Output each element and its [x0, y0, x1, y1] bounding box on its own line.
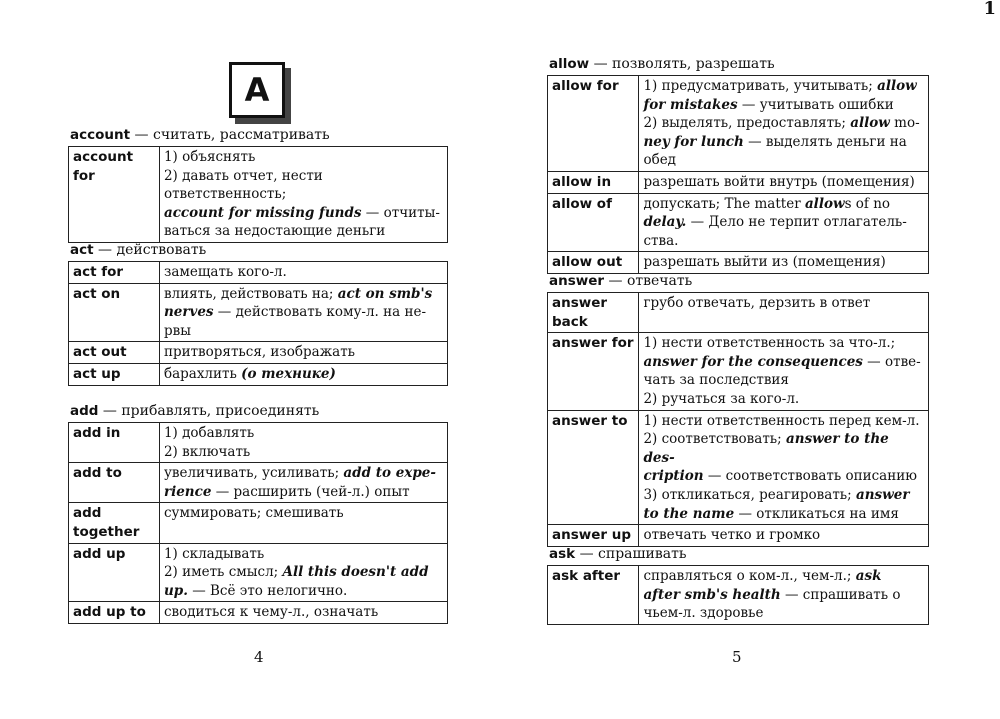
- definition-line: ваться за недостающие деньги: [163, 223, 386, 240]
- headword: account: [70, 127, 131, 143]
- entry-heading: [70, 242, 448, 259]
- headword-gloss: — отвечать: [604, 273, 693, 289]
- definition-line: 1) добавлять: [163, 425, 255, 441]
- table-row: [69, 342, 448, 364]
- table-row: [548, 525, 929, 547]
- definition: [639, 566, 929, 625]
- definition-line: 1) складывать: [163, 545, 265, 562]
- headword: ask: [549, 546, 576, 562]
- definition: [159, 363, 447, 385]
- entry-ask: [547, 546, 929, 625]
- definition: [159, 262, 447, 284]
- phrasal-verb: add up: [69, 543, 160, 602]
- phrasal-verb: act for: [69, 262, 160, 284]
- table-row: [69, 363, 448, 385]
- phrasal-verb: allow for: [548, 76, 639, 172]
- table-row: [548, 193, 929, 252]
- definition-line: 2) давать отчет, нести ответственность;: [163, 167, 323, 203]
- headword-gloss: — действовать: [93, 242, 207, 258]
- table-row: [69, 423, 448, 463]
- table-row: [69, 543, 448, 602]
- table-row: [548, 410, 929, 525]
- headword-gloss: — прибавлять, присоединять: [98, 403, 320, 419]
- entry-answer: [547, 273, 929, 547]
- definition-line: разрешать войти внутрь (помещения): [643, 173, 915, 190]
- entry-heading: [70, 403, 448, 420]
- definition-line: to the name — откликаться на имя: [643, 505, 899, 522]
- definition-line: 1) нести ответственность за что-л.;: [643, 335, 896, 352]
- page-number: 5: [732, 648, 742, 666]
- phrasal-verb-table: [68, 146, 448, 243]
- definition: [159, 463, 447, 503]
- definition: [159, 342, 447, 364]
- headword-gloss: — считать, рассматривать: [130, 127, 330, 143]
- table-row: [548, 293, 929, 333]
- corner-mark: 1: [983, 0, 996, 19]
- definition-line: answer for the consequences — отве-: [643, 353, 921, 370]
- definition-line: суммировать; смешивать: [163, 505, 344, 522]
- table-row: [548, 566, 929, 625]
- phrasal-verb: add to: [69, 463, 160, 503]
- section-letter-badge: A: [229, 62, 285, 118]
- phrasal-verb: act up: [69, 363, 160, 385]
- phrasal-verb: answer up: [548, 525, 639, 547]
- table-row: [548, 252, 929, 274]
- phrasal-verb: add in: [69, 423, 160, 463]
- definition-line: увеличивать, усиливать; add to expe-: [163, 465, 436, 482]
- definition: [639, 252, 929, 274]
- phrasal-verb: allow out: [548, 252, 639, 274]
- phrasal-verb-table: [547, 565, 929, 625]
- page-number: 4: [254, 648, 264, 666]
- table-row: [69, 147, 448, 243]
- headword: add: [70, 403, 99, 419]
- definition-line: 1) объяснять: [163, 149, 256, 165]
- definition: [639, 76, 929, 172]
- headword-gloss: — позволять, разрешать: [589, 56, 775, 72]
- definition-line: ства.: [643, 232, 679, 249]
- table-row: [69, 283, 448, 342]
- definition-line: влиять, действовать на; act on smb's: [163, 285, 433, 302]
- definition: [639, 193, 929, 252]
- definition-line: сводиться к чему-л., означать: [163, 604, 379, 621]
- table-row: [548, 171, 929, 193]
- phrasal-verb-table: [547, 75, 929, 274]
- phrasal-verb: answer for: [548, 333, 639, 410]
- definition-line: nerves — действовать кому-л. на не-: [163, 304, 427, 321]
- headword: allow: [549, 56, 590, 72]
- definition-line: замещать кого-л.: [163, 264, 287, 280]
- entry-add: [68, 403, 448, 624]
- definition: [639, 171, 929, 193]
- definition-line: after smb's health — спрашивать о: [643, 586, 901, 603]
- definition-line: барахлить (о технике): [163, 365, 336, 382]
- definition-line: рвы: [163, 322, 191, 339]
- phrasal-verb: act out: [69, 342, 160, 364]
- entry-heading: [70, 127, 448, 144]
- table-row: [548, 333, 929, 410]
- definition: [639, 333, 929, 410]
- phrasal-verb-table: [68, 261, 448, 386]
- definition: [639, 410, 929, 525]
- entry-account: [68, 127, 448, 243]
- definition: [159, 423, 447, 463]
- entry-heading: [549, 546, 929, 563]
- right-page: [500, 0, 1000, 719]
- headword: act: [70, 242, 94, 258]
- entry-act: [68, 242, 448, 386]
- definition: [639, 293, 929, 333]
- entry-allow: [547, 56, 929, 274]
- phrasal-verb: account for: [69, 147, 160, 243]
- entry-heading: [549, 273, 929, 290]
- definition: [159, 503, 447, 543]
- definition-line: delay. — Дело не терпит отлагатель-: [643, 214, 907, 231]
- definition-line: чьем-л. здоровье: [643, 605, 764, 622]
- definition-line: 2) включать: [163, 443, 251, 460]
- headword: answer: [549, 273, 605, 289]
- definition: [159, 602, 447, 624]
- phrasal-verb-table: [68, 422, 448, 624]
- definition-line: 2) ручаться за кого-л.: [643, 390, 800, 407]
- table-row: [69, 602, 448, 624]
- phrasal-verb: add up to: [69, 602, 160, 624]
- phrasal-verb: allow in: [548, 171, 639, 193]
- definition: [159, 543, 447, 602]
- definition-line: грубо отвечать, дерзить в ответ: [643, 295, 871, 311]
- table-row: [69, 262, 448, 284]
- phrasal-verb: add together: [69, 503, 160, 543]
- definition: [159, 283, 447, 342]
- phrasal-verb: ask after: [548, 566, 639, 625]
- definition-line: 1) предусматривать, учитывать; allow: [643, 78, 917, 94]
- definition-line: 2) иметь смысл; All this doesn't add: [163, 564, 429, 581]
- definition-line: разрешать выйти из (помещения): [643, 254, 886, 271]
- definition-line: account for missing funds — отчиты-: [163, 204, 440, 221]
- phrasal-verb: answer to: [548, 410, 639, 525]
- definition-line: допускать; The matter allows of no: [643, 195, 891, 212]
- definition-line: 1) нести ответственность перед кем-л.: [643, 412, 920, 429]
- definition-line: 2) выделять, предоставлять; allow mo-: [643, 115, 920, 132]
- definition-line: rience — расширить (чей-л.) опыт: [163, 483, 410, 500]
- definition-line: притворяться, изображать: [163, 344, 356, 361]
- definition-line: отвечать четко и громко: [643, 527, 821, 544]
- definition: [159, 147, 447, 243]
- definition-line: 3) откликаться, реагировать; answer: [643, 486, 910, 503]
- table-row: [69, 463, 448, 503]
- definition-line: for mistakes — учитывать ошибки: [643, 96, 894, 113]
- table-row: [548, 76, 929, 172]
- entry-heading: [549, 56, 929, 73]
- phrasal-verb: answer back: [548, 293, 639, 333]
- headword-gloss: — спрашивать: [575, 546, 687, 562]
- definition-line: up. — Всё это нелогично.: [163, 582, 348, 599]
- definition-line: справляться о ком-л., чем-л.; ask: [643, 568, 882, 584]
- phrasal-verb: allow of: [548, 193, 639, 252]
- phrasal-verb: act on: [69, 283, 160, 342]
- definition-line: ney for lunch — выделять деньги на обед: [643, 133, 907, 169]
- phrasal-verb-table: [547, 292, 929, 547]
- table-row: [69, 503, 448, 543]
- definition: [639, 525, 929, 547]
- definition-line: cription — соответствовать описанию: [643, 468, 917, 485]
- definition-line: чать за последствия: [643, 372, 789, 389]
- definition-line: 2) соответствовать; answer to the des-: [643, 431, 889, 466]
